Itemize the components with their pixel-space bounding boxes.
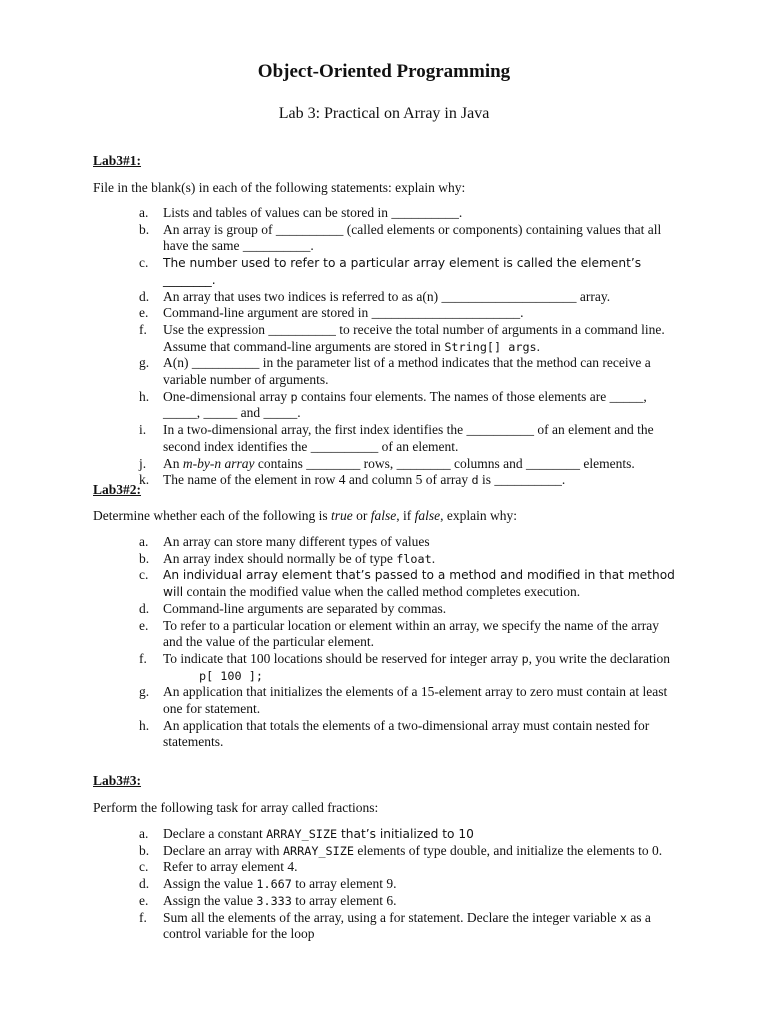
- list-item-text: [163, 305, 523, 320]
- list-item-text: [163, 567, 675, 599]
- text-segment: Assign the value: [163, 876, 257, 892]
- list-item: [139, 305, 679, 322]
- page-subtitle: Lab 3: Practical on Array in Java: [278, 105, 490, 122]
- code-text: ARRAY_SIZE: [266, 827, 338, 841]
- text-segment: Sum all the elements of the array, using a for statement. Declare the integer variable: [163, 909, 620, 925]
- list-marker: c.: [139, 567, 149, 583]
- italic-text: m-by-n array: [182, 455, 255, 471]
- list-item-text: [163, 551, 435, 566]
- list-item: [139, 843, 679, 860]
- section-heading-lab3-1: Lab3#1:: [93, 153, 142, 168]
- list-item-text: [163, 472, 565, 487]
- list-item: [139, 651, 679, 684]
- text-segment: Refer to array element 4.: [163, 859, 298, 875]
- text-segment: Use the expression __________ to receive the total number of arguments in a command line. Assume that command-line arguments are stored in: [163, 321, 665, 354]
- text-segment: Declare a constant: [163, 826, 267, 841]
- list-item: [139, 893, 679, 910]
- text-segment: contain the modified value when the called method completes execution.: [183, 584, 581, 600]
- text-segment: to array element 9.: [291, 876, 397, 892]
- text-segment: Lists and tables of values can be stored in __________.: [163, 205, 463, 220]
- list-item-text: [163, 618, 659, 650]
- list-item-text: [163, 826, 474, 841]
- text-segment: One-dimensional array: [163, 388, 291, 404]
- text-segment: Assign the value: [163, 892, 257, 908]
- list-marker: d.: [139, 288, 150, 304]
- page-title: Object-Oriented Programming: [257, 61, 511, 82]
- list-item: [139, 472, 679, 489]
- list-marker: b.: [139, 221, 150, 237]
- list-item-text: [163, 456, 635, 471]
- list-item: [139, 534, 679, 551]
- section-intro-lab3-2: [93, 508, 517, 524]
- list-marker: b.: [139, 842, 150, 858]
- list-marker: a.: [139, 205, 149, 220]
- list-item-text: [163, 389, 647, 421]
- list-marker: a.: [139, 534, 149, 549]
- list-item-text: [163, 255, 641, 287]
- list-item: [139, 355, 679, 388]
- list-item-text: [163, 910, 651, 942]
- list-item: [139, 684, 679, 717]
- list-marker: c.: [139, 255, 149, 271]
- question-list-lab3-3: [139, 826, 679, 943]
- text-segment: The number used to refer to a particular array element is called the element’s ________.: [163, 256, 642, 287]
- code-text: p: [521, 651, 529, 666]
- text-segment: , if: [396, 508, 415, 523]
- list-marker: h.: [139, 717, 150, 733]
- list-item: [139, 289, 679, 306]
- text-segment: to array element 6.: [291, 892, 397, 908]
- text-segment: that’s initialized to 10: [337, 827, 474, 841]
- list-marker: c.: [139, 859, 149, 875]
- text-segment: as a control variable for the loop: [163, 909, 651, 942]
- list-marker: h.: [139, 388, 150, 404]
- list-item: [139, 255, 679, 288]
- section-heading-lab3-2: Lab3#2:: [93, 482, 142, 497]
- list-item-text: [163, 684, 667, 716]
- question-list-lab3-1: [139, 205, 679, 489]
- text-segment: Command-line argument are stored in ______________________.: [163, 305, 524, 321]
- list-item-text: [163, 422, 654, 454]
- text-segment: contains four elements. The names of those elements are _____, _____, _____ and _____.: [163, 388, 647, 421]
- text-segment: is __________.: [478, 472, 566, 488]
- list-item: [139, 222, 679, 255]
- list-item: [139, 618, 679, 651]
- list-marker: i.: [139, 422, 147, 438]
- code-text: x: [619, 910, 627, 925]
- list-item-text: [163, 222, 661, 254]
- list-item-text: [163, 651, 670, 666]
- list-marker: b.: [139, 550, 150, 566]
- list-item-text: [163, 893, 396, 908]
- list-item-text: [163, 718, 649, 750]
- list-item: [139, 826, 679, 843]
- list-item: [139, 422, 679, 455]
- list-marker: e.: [139, 617, 149, 633]
- list-marker: j.: [139, 455, 147, 471]
- question-list-lab3-2: [139, 534, 679, 751]
- list-item: [139, 876, 679, 893]
- text-segment: The name of the element in row 4 and column 5 of array: [163, 472, 472, 488]
- list-item: [139, 567, 679, 600]
- list-item: [139, 601, 679, 618]
- text-segment: An application that totals the elements of a two-dimensional array must contain nested for statements.: [163, 717, 650, 750]
- text-segment: An individual array element that’s passed to a method and modified in that method will: [163, 568, 675, 600]
- text-segment: An array index should normally be of type: [163, 550, 397, 566]
- list-item-text: [163, 205, 462, 220]
- code-text: 3.333: [256, 893, 292, 908]
- text-segment: To refer to a particular location or element within an array, we specify the name of the array and the value of the particular element.: [163, 617, 659, 650]
- text-segment: An array that uses two indices is referred to as a(n) ____________________ array.: [163, 288, 611, 304]
- list-marker: e.: [139, 892, 149, 908]
- text-segment: Determine whether each of the following is: [93, 508, 332, 523]
- text-segment: .: [431, 550, 436, 566]
- text-segment: , explain why:: [440, 508, 518, 523]
- list-marker: f.: [139, 909, 147, 925]
- text-segment: Command-line arguments are separated by commas.: [163, 600, 447, 616]
- list-marker: f.: [139, 650, 147, 666]
- list-item: [139, 322, 679, 355]
- list-marker: d.: [139, 876, 150, 892]
- list-marker: e.: [139, 305, 149, 321]
- code-text: ARRAY_SIZE: [282, 843, 354, 858]
- list-item-text: [163, 289, 610, 304]
- list-item-text: [163, 601, 446, 616]
- list-item-text: [163, 355, 651, 387]
- text-segment: .: [536, 338, 541, 354]
- list-item: [139, 205, 679, 222]
- list-item: [139, 859, 679, 876]
- list-item-text: [163, 843, 662, 858]
- list-item-text: [163, 859, 298, 874]
- list-item: [139, 910, 679, 943]
- list-item-text: [163, 534, 430, 549]
- list-item: [139, 456, 679, 473]
- text-segment: An array is group of __________ (called elements or components) containing values that all have the same __________.: [163, 221, 662, 254]
- section-intro-lab3-3: Perform the following task for array called fractions:: [93, 800, 379, 815]
- text-segment: Declare an array with: [163, 842, 283, 858]
- text-segment: or: [352, 508, 371, 523]
- section-intro-lab3-1: File in the blank(s) in each of the following statements: explain why:: [93, 180, 466, 195]
- text-segment: contains ________ rows, ________ columns and ________ elements.: [254, 455, 635, 471]
- list-marker: d.: [139, 600, 150, 616]
- italic-text: false: [414, 508, 441, 523]
- list-marker: g.: [139, 355, 150, 371]
- list-item: [139, 718, 679, 751]
- code-text: String[] args: [444, 339, 537, 354]
- list-marker: g.: [139, 684, 150, 700]
- list-marker: f.: [139, 321, 147, 337]
- list-marker: a.: [139, 826, 149, 841]
- code-text: d: [471, 473, 479, 488]
- text-segment: An: [163, 455, 183, 471]
- text-segment: An application that initializes the elements of a 15-element array to zero must contain at least one for statement.: [163, 684, 668, 717]
- list-item-text: [163, 322, 665, 354]
- text-segment: , you write the declaration: [528, 650, 670, 666]
- list-item: [139, 551, 679, 568]
- code-text: float: [396, 551, 432, 566]
- code-text: 1.667: [256, 877, 292, 892]
- code-text: p: [290, 389, 298, 404]
- section-heading-lab3-3: Lab3#3:: [93, 773, 142, 788]
- text-segment: In a two-dimensional array, the first index identifies the __________ of an element and the second index identifies the __________ of an element.: [163, 422, 654, 454]
- text-segment: An array can store many different types of values: [163, 534, 430, 549]
- italic-text: true: [331, 508, 353, 523]
- italic-text: false: [370, 508, 397, 523]
- code-line: p[ 100 ];: [199, 668, 263, 683]
- text-segment: To indicate that 100 locations should be reserved for integer array: [163, 650, 522, 666]
- list-item-text: [163, 876, 396, 891]
- list-marker: k.: [139, 472, 150, 488]
- text-segment: A(n) __________ in the parameter list of a method indicates that the method can receive a variable number of arguments.: [163, 355, 651, 388]
- list-item: [139, 389, 679, 422]
- text-segment: elements of type double, and initialize the elements to 0.: [353, 842, 663, 858]
